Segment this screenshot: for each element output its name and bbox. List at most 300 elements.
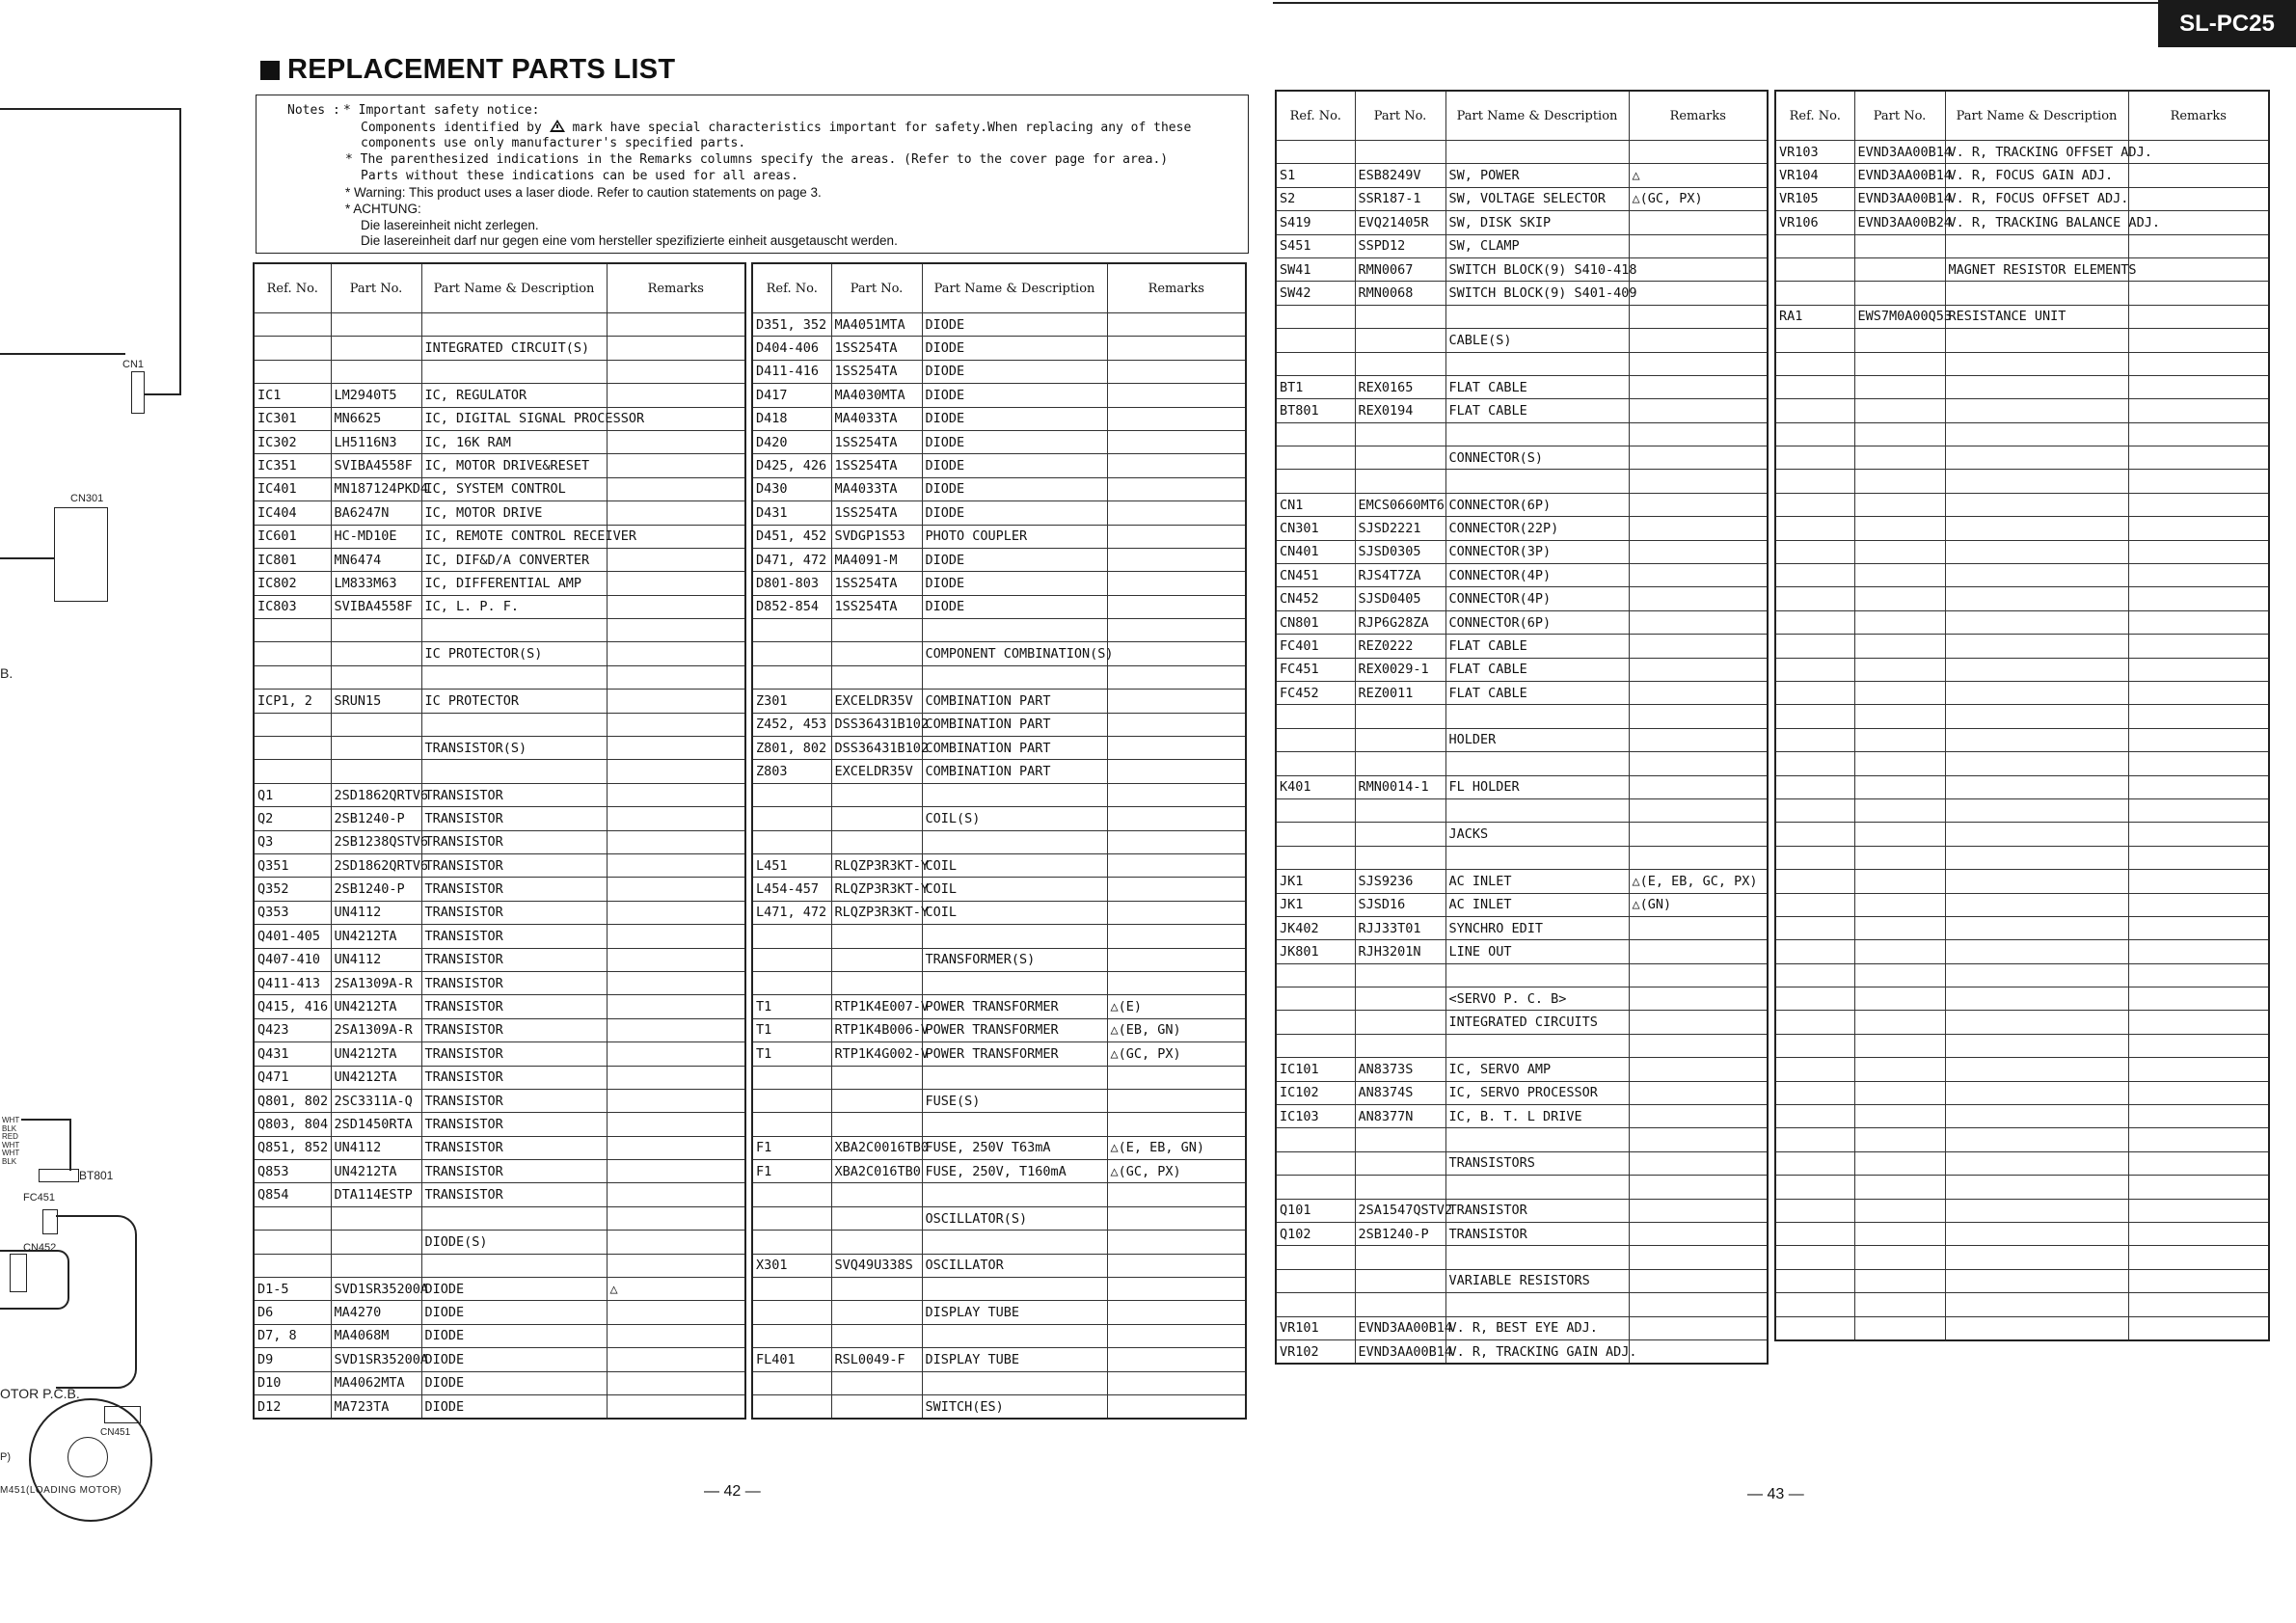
motor-pcb-label: OTOR P.C.B.: [0, 1386, 80, 1401]
remarks-cell: [1629, 963, 1768, 987]
part-name-cell: V. R, FOCUS GAIN ADJ.: [1945, 164, 2128, 187]
ref-no-cell: IC301: [254, 407, 331, 430]
col-ref-no: Ref. No.: [1775, 91, 1854, 141]
table-row: [1276, 775, 1768, 798]
table-row: [1276, 1316, 1768, 1339]
part-no-cell: MA4051MTA: [831, 313, 922, 337]
part-name-cell: IC, 16K RAM: [421, 430, 607, 453]
remarks-cell: [1629, 635, 1768, 658]
page-title-text: REPLACEMENT PARTS LIST: [287, 54, 676, 85]
part-name-cell: DIODE: [922, 337, 1107, 360]
ref-no-cell: Q853: [254, 1160, 331, 1183]
part-name-cell: AC INLET: [1445, 870, 1629, 893]
remarks-cell: △(GC, PX): [1107, 1042, 1246, 1066]
part-name-cell: DISPLAY TUBE: [922, 1301, 1107, 1324]
remarks-cell: [1107, 1301, 1246, 1324]
part-no-cell: EMCS0660MT6: [1355, 493, 1445, 516]
ref-no-cell: S2: [1276, 187, 1355, 210]
ref-no-cell: [1775, 1199, 1854, 1222]
remarks-cell: [607, 1183, 745, 1206]
part-name-cell: [421, 1254, 607, 1277]
part-name-cell: [922, 619, 1107, 642]
warning-triangle-icon: [550, 120, 565, 132]
part-name-cell: DIODE: [922, 477, 1107, 500]
remarks-cell: [1107, 1183, 1246, 1206]
ref-no-cell: [752, 1371, 831, 1394]
part-name-cell: COMBINATION PART: [922, 737, 1107, 760]
col-part-no: Part No.: [831, 263, 922, 313]
part-no-cell: XBA2C0016TB0: [831, 1136, 922, 1159]
table-row: [254, 337, 745, 360]
part-name-cell: LINE OUT: [1445, 940, 1629, 963]
part-no-cell: RJP6G28ZA: [1355, 610, 1445, 634]
cn1-connector: [131, 371, 145, 414]
table-row: [752, 1231, 1246, 1254]
ref-no-cell: Q411-413: [254, 971, 331, 994]
part-no-cell: [331, 737, 421, 760]
notes-line: * Warning: This product uses a laser diode. Refer to caution statements on page 3.: [345, 185, 822, 200]
part-no-cell: [331, 713, 421, 736]
part-no-cell: [1355, 728, 1445, 751]
remarks-cell: [1629, 1246, 1768, 1269]
ref-no-cell: VR105: [1775, 187, 1854, 210]
part-no-cell: 2SC3311A-Q: [331, 1089, 421, 1112]
part-no-cell: [1355, 1128, 1445, 1151]
table-row: [1276, 1151, 1768, 1175]
part-no-cell: [1854, 1246, 1945, 1269]
remarks-cell: [1107, 665, 1246, 689]
ref-no-cell: IC601: [254, 525, 331, 548]
table-row: [1276, 681, 1768, 704]
diagram-line: [145, 393, 181, 395]
remarks-cell: [1629, 234, 1768, 257]
remarks-cell: [1629, 352, 1768, 375]
table-row: [1775, 940, 2269, 963]
ref-no-cell: [1775, 1293, 1854, 1316]
part-no-cell: 1SS254TA: [831, 595, 922, 618]
part-name-cell: COMBINATION PART: [922, 713, 1107, 736]
remarks-cell: [1107, 477, 1246, 500]
part-name-cell: V. R, BEST EYE ADJ.: [1445, 1316, 1629, 1339]
ref-no-cell: CN301: [1276, 517, 1355, 540]
part-no-cell: EVND3AA00B14: [1355, 1316, 1445, 1339]
ref-no-cell: [1775, 1011, 1854, 1034]
table-row: [254, 995, 745, 1018]
remarks-cell: [1629, 1222, 1768, 1245]
table-row: [752, 760, 1246, 783]
table-row: [752, 853, 1246, 877]
table-row: [1276, 305, 1768, 328]
remarks-cell: [607, 501, 745, 525]
table-row: [254, 1160, 745, 1183]
remarks-cell: [2128, 823, 2269, 846]
part-name-cell: [1945, 705, 2128, 728]
part-no-cell: [1355, 141, 1445, 164]
remarks-cell: [607, 1254, 745, 1277]
remarks-cell: [1629, 658, 1768, 681]
ref-no-cell: [1276, 329, 1355, 352]
table-row: [1775, 234, 2269, 257]
part-name-cell: [922, 1066, 1107, 1089]
part-name-cell: RESISTANCE UNIT: [1945, 305, 2128, 328]
remarks-cell: [2128, 540, 2269, 563]
ref-no-cell: [1276, 141, 1355, 164]
remarks-cell: [1629, 1105, 1768, 1128]
table-row: [254, 1278, 745, 1301]
part-no-cell: [1854, 422, 1945, 446]
table-row: [752, 548, 1246, 571]
part-name-cell: IC, DIGITAL SIGNAL PROCESSOR: [421, 407, 607, 430]
part-name-cell: IC, SYSTEM CONTROL: [421, 477, 607, 500]
part-no-cell: UN4112: [331, 948, 421, 971]
table-row: [752, 1160, 1246, 1183]
remarks-cell: [607, 1231, 745, 1254]
part-name-cell: IC PROTECTOR(S): [421, 642, 607, 665]
part-no-cell: MA4270: [331, 1301, 421, 1324]
ref-no-cell: D425, 426: [752, 454, 831, 477]
part-no-cell: DTA114ESTP: [331, 1183, 421, 1206]
ref-no-cell: FC401: [1276, 635, 1355, 658]
remarks-cell: [2128, 305, 2269, 328]
remarks-cell: [1107, 737, 1246, 760]
ref-no-cell: FL401: [752, 1348, 831, 1371]
ref-no-cell: S1: [1276, 164, 1355, 187]
part-name-cell: DIODE: [922, 407, 1107, 430]
ref-no-cell: D12: [254, 1394, 331, 1419]
part-no-cell: [331, 313, 421, 337]
ref-no-cell: IC401: [254, 477, 331, 500]
part-no-cell: [1854, 234, 1945, 257]
table-row: [1276, 422, 1768, 446]
ref-no-cell: [752, 1183, 831, 1206]
part-no-cell: [331, 360, 421, 383]
bt801-label: BT801: [79, 1169, 114, 1182]
remarks-cell: [1107, 525, 1246, 548]
part-no-cell: RJS4T7ZA: [1355, 564, 1445, 587]
ref-no-cell: [1276, 705, 1355, 728]
table-row: [1775, 1293, 2269, 1316]
loading-motor-label: M451(LOADING MOTOR): [0, 1485, 122, 1496]
ref-no-cell: IC1: [254, 384, 331, 407]
part-no-cell: [1854, 1105, 1945, 1128]
part-name-cell: HOLDER: [1445, 728, 1629, 751]
ref-no-cell: L451: [752, 853, 831, 877]
remarks-cell: [2128, 352, 2269, 375]
remarks-cell: [1107, 1066, 1246, 1089]
part-no-cell: [831, 783, 922, 806]
ref-no-cell: VR103: [1775, 141, 1854, 164]
table-row: [1276, 352, 1768, 375]
table-row: [1276, 1246, 1768, 1269]
col-ref-no: Ref. No.: [254, 263, 331, 313]
part-no-cell: SRUN15: [331, 690, 421, 713]
ref-no-cell: [1775, 798, 1854, 822]
remarks-cell: [1107, 642, 1246, 665]
remarks-cell: [607, 995, 745, 1018]
part-name-cell: JACKS: [1445, 823, 1629, 846]
part-name-cell: IC, DIF&D/A CONVERTER: [421, 548, 607, 571]
remarks-cell: [2128, 635, 2269, 658]
part-name-cell: DIODE: [922, 384, 1107, 407]
b-label: B.: [0, 665, 14, 681]
part-name-cell: SW, POWER: [1445, 164, 1629, 187]
ref-no-cell: CN451: [1276, 564, 1355, 587]
table-row: [1775, 870, 2269, 893]
part-name-cell: COIL: [922, 878, 1107, 901]
part-name-cell: DIODE: [922, 360, 1107, 383]
table-row: [254, 619, 745, 642]
part-no-cell: [1355, 963, 1445, 987]
part-no-cell: [831, 1183, 922, 1206]
part-no-cell: SJSD0405: [1355, 587, 1445, 610]
part-no-cell: [1854, 282, 1945, 305]
table-row: [752, 971, 1246, 994]
part-no-cell: [331, 760, 421, 783]
table-row: [1775, 1316, 2269, 1340]
part-no-cell: [1854, 1151, 1945, 1175]
ref-no-cell: [752, 665, 831, 689]
part-name-cell: V. R, TRACKING GAIN ADJ.: [1445, 1339, 1629, 1364]
part-name-cell: TRANSISTOR(S): [421, 737, 607, 760]
part-name-cell: [421, 665, 607, 689]
table-row: [1276, 1199, 1768, 1222]
part-no-cell: [1854, 987, 1945, 1011]
remarks-cell: [1629, 610, 1768, 634]
part-name-cell: TRANSISTOR: [421, 807, 607, 830]
remarks-cell: [1629, 1293, 1768, 1316]
part-no-cell: [1854, 587, 1945, 610]
part-no-cell: UN4212TA: [331, 925, 421, 948]
ref-no-cell: IC101: [1276, 1058, 1355, 1081]
ref-no-cell: D471, 472: [752, 548, 831, 571]
table-row: [254, 1206, 745, 1230]
part-no-cell: EVND3AA00B24: [1854, 211, 1945, 234]
remarks-cell: [607, 737, 745, 760]
part-no-cell: 2SD1450RTA: [331, 1113, 421, 1136]
table-row: [1276, 1293, 1768, 1316]
cn301-label: CN301: [70, 493, 104, 504]
part-name-cell: COIL(S): [922, 807, 1107, 830]
remarks-cell: [2128, 705, 2269, 728]
ref-no-cell: D852-854: [752, 595, 831, 618]
table-row: [752, 1018, 1246, 1041]
part-name-cell: [1445, 352, 1629, 375]
ref-no-cell: [1775, 1105, 1854, 1128]
table-row: [254, 1183, 745, 1206]
ref-no-cell: [254, 1206, 331, 1230]
table-header-row: [254, 263, 745, 313]
remarks-cell: [607, 925, 745, 948]
ref-no-cell: [1775, 257, 1854, 281]
part-no-cell: SJSD16: [1355, 893, 1445, 916]
part-no-cell: [1355, 1176, 1445, 1199]
part-no-cell: 1SS254TA: [831, 501, 922, 525]
part-no-cell: [1355, 1011, 1445, 1034]
part-name-cell: [922, 665, 1107, 689]
part-name-cell: [1445, 422, 1629, 446]
col-remarks: Remarks: [1107, 263, 1246, 313]
ref-no-cell: Q2: [254, 807, 331, 830]
part-name-cell: OSCILLATOR(S): [922, 1206, 1107, 1230]
ref-no-cell: SW42: [1276, 282, 1355, 305]
remarks-cell: [1629, 540, 1768, 563]
table-row: [1775, 752, 2269, 775]
part-no-cell: REX0194: [1355, 399, 1445, 422]
remarks-cell: [607, 384, 745, 407]
ref-no-cell: [1775, 587, 1854, 610]
table-row: [752, 1183, 1246, 1206]
part-no-cell: RJJ33T01: [1355, 916, 1445, 939]
part-name-cell: COMPONENT COMBINATION(S): [922, 642, 1107, 665]
part-name-cell: [421, 360, 607, 383]
ref-no-cell: L471, 472: [752, 901, 831, 924]
ref-no-cell: Z301: [752, 690, 831, 713]
part-no-cell: 1SS254TA: [831, 454, 922, 477]
part-no-cell: DSS36431B102: [831, 713, 922, 736]
part-no-cell: [831, 925, 922, 948]
part-name-cell: [922, 1324, 1107, 1347]
remarks-cell: [1629, 1128, 1768, 1151]
part-no-cell: EWS7M0A00Q53: [1854, 305, 1945, 328]
part-name-cell: [1945, 1151, 2128, 1175]
table-row: [1276, 728, 1768, 751]
table-row: [1775, 1128, 2269, 1151]
table-row: [254, 925, 745, 948]
part-name-cell: [421, 619, 607, 642]
remarks-cell: [607, 901, 745, 924]
ref-no-cell: FC452: [1276, 681, 1355, 704]
ref-no-cell: IC803: [254, 595, 331, 618]
remarks-cell: [1107, 595, 1246, 618]
part-no-cell: RLQZP3R3KT-Y: [831, 901, 922, 924]
remarks-cell: [1629, 798, 1768, 822]
table-row: [1276, 1011, 1768, 1034]
part-no-cell: [1854, 1058, 1945, 1081]
part-no-cell: [831, 619, 922, 642]
ref-no-cell: [1276, 305, 1355, 328]
part-name-cell: IC, MOTOR DRIVE&RESET: [421, 454, 607, 477]
part-name-cell: [1945, 846, 2128, 869]
part-name-cell: [1945, 1293, 2128, 1316]
ref-no-cell: D404-406: [752, 337, 831, 360]
part-no-cell: HC-MD10E: [331, 525, 421, 548]
table-row: [752, 1394, 1246, 1419]
remarks-cell: [1629, 399, 1768, 422]
remarks-cell: [607, 595, 745, 618]
part-no-cell: UN4212TA: [331, 995, 421, 1018]
part-name-cell: [1945, 681, 2128, 704]
table-row: [254, 737, 745, 760]
ref-no-cell: VR102: [1276, 1339, 1355, 1364]
remarks-cell: [607, 948, 745, 971]
ref-no-cell: Q351: [254, 853, 331, 877]
part-name-cell: COIL: [922, 901, 1107, 924]
table-row: [1276, 375, 1768, 398]
part-no-cell: [1854, 1222, 1945, 1245]
ref-no-cell: [752, 807, 831, 830]
part-name-cell: FUSE, 250V T63mA: [922, 1136, 1107, 1159]
table-row: [1276, 658, 1768, 681]
part-name-cell: SWITCH(ES): [922, 1394, 1107, 1419]
ref-no-cell: D9: [254, 1348, 331, 1371]
title-square-icon: [260, 61, 280, 80]
part-name-cell: CONNECTOR(4P): [1445, 564, 1629, 587]
ref-no-cell: Q803, 804: [254, 1113, 331, 1136]
ref-no-cell: [1775, 1246, 1854, 1269]
remarks-cell: [1629, 752, 1768, 775]
part-no-cell: 1SS254TA: [831, 430, 922, 453]
part-name-cell: [1945, 870, 2128, 893]
remarks-cell: [607, 713, 745, 736]
table-row: [752, 783, 1246, 806]
part-no-cell: [831, 665, 922, 689]
part-name-cell: POWER TRANSFORMER: [922, 995, 1107, 1018]
ref-no-cell: Q352: [254, 878, 331, 901]
part-name-cell: TRANSISTOR: [421, 1018, 607, 1041]
remarks-cell: △(GC, PX): [1107, 1160, 1246, 1183]
remarks-cell: [607, 572, 745, 595]
remarks-cell: [607, 1348, 745, 1371]
remarks-cell: [607, 1324, 745, 1347]
part-no-cell: RMN0068: [1355, 282, 1445, 305]
table-row: [1276, 564, 1768, 587]
part-no-cell: XBA2C016TB0: [831, 1160, 922, 1183]
part-no-cell: [1854, 1128, 1945, 1151]
table-row: [254, 830, 745, 853]
part-name-cell: SW, CLAMP: [1445, 234, 1629, 257]
part-name-cell: [421, 313, 607, 337]
remarks-cell: [607, 454, 745, 477]
ref-no-cell: [752, 642, 831, 665]
table-row: [1775, 635, 2269, 658]
part-no-cell: [1854, 1269, 1945, 1292]
remarks-cell: [607, 1160, 745, 1183]
part-name-cell: [1945, 446, 2128, 470]
remarks-cell: [2128, 963, 2269, 987]
part-no-cell: [1355, 470, 1445, 493]
part-name-cell: TRANSISTOR: [421, 853, 607, 877]
table-row: [1775, 705, 2269, 728]
table-row: [254, 1018, 745, 1041]
part-name-cell: [1945, 658, 2128, 681]
part-no-cell: [831, 1371, 922, 1394]
table-row: [1775, 211, 2269, 234]
part-no-cell: [1854, 798, 1945, 822]
ref-no-cell: [1775, 399, 1854, 422]
part-no-cell: [831, 948, 922, 971]
remarks-cell: [1107, 548, 1246, 571]
part-no-cell: [831, 807, 922, 830]
ref-no-cell: [1775, 446, 1854, 470]
remarks-cell: [607, 642, 745, 665]
table-row: [254, 407, 745, 430]
ref-no-cell: [254, 313, 331, 337]
remarks-cell: [1107, 454, 1246, 477]
table-row: [752, 1278, 1246, 1301]
ref-no-cell: [1276, 823, 1355, 846]
remarks-cell: [2128, 517, 2269, 540]
ref-no-cell: [752, 619, 831, 642]
ref-no-cell: Z803: [752, 760, 831, 783]
part-no-cell: [1854, 870, 1945, 893]
table-row: [1276, 282, 1768, 305]
remarks-cell: [1107, 830, 1246, 853]
ref-no-cell: Q423: [254, 1018, 331, 1041]
ref-no-cell: T1: [752, 995, 831, 1018]
table-row: [1775, 329, 2269, 352]
part-name-cell: TRANSISTOR: [421, 1042, 607, 1066]
part-name-cell: IC, REMOTE CONTROL RECEIVER: [421, 525, 607, 548]
